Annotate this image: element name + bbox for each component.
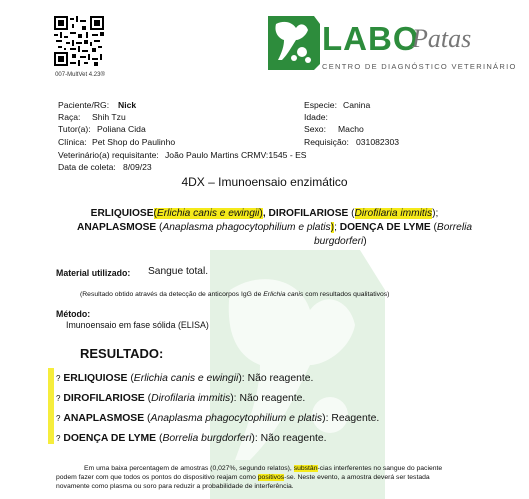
- result-row: ? ERLIQUIOSE (Erlichia canis e ewingii): Não reagente.: [56, 373, 314, 384]
- material-note: (Resultado obtido através da detecção de anticorpos IgG de Erlichia canis com resultados qualitativos): [80, 291, 390, 298]
- labo-patas-logo-icon: [262, 10, 322, 72]
- test-dirofilariose: DIROFILARIOSE: [268, 208, 349, 219]
- veterinario-label: Veterinário(a) requisitante:: [58, 150, 159, 160]
- requisicao-value: 031082303: [356, 137, 400, 147]
- material-label: Material utilizado:: [56, 268, 131, 278]
- veterinario-value: João Paulo Martins CRMV:1545 - ES: [165, 150, 307, 160]
- tests-line-3: burgdorferi): [314, 236, 367, 247]
- exam-title: 4DX – Imunoensaio enzimático: [181, 175, 348, 189]
- raca-value: Shih Tzu: [92, 112, 126, 122]
- especie-value: Canina: [343, 100, 371, 110]
- tutor-value: Poliana Cida: [97, 124, 146, 134]
- footer-line-2: podem fazer com que todos os pontos do dispositivo reajam como positivos-se. Neste evento, a amostra deverá ser testada: [56, 474, 430, 481]
- clinica-value: Pet Shop do Paulinho: [92, 137, 176, 147]
- footer-line-1: Em uma baixa percentagem de amostras (0,027%, segundo relatos), substân-cias interferentes no sangue do paciente: [84, 465, 443, 472]
- idade-label: Idade:: [304, 112, 328, 122]
- result-row: ? ANAPLASMOSE (Anaplasma phagocytophilium e platis): Reagente.: [56, 413, 380, 424]
- logo-patas-text: Patas: [412, 24, 472, 53]
- result-row: ? DIROFILARIOSE (Dirofilaria immitis): Não reagente.: [56, 393, 306, 404]
- raca-label: Raça:: [58, 112, 81, 122]
- test-anaplasmose-species: Anaplasma phagocytophilium e platis: [162, 222, 331, 233]
- sexo-value: Macho: [338, 124, 364, 134]
- tests-line-1: ERLIQUIOSE(Erlichia canis e ewingii), DIROFILARIOSE (Dirofilaria immitis);: [90, 208, 439, 219]
- data-coleta-label: Data de coleta:: [58, 162, 116, 172]
- test-lyme: DOENÇA DE LYME: [339, 222, 431, 233]
- tests-line-2: ANAPLASMOSE (Anaplasma phagocytophilium e platis); DOENÇA DE LYME (Borrelia: [76, 222, 473, 233]
- especie-label: Especie:: [304, 100, 337, 110]
- logo-labo-text: LABO: [322, 20, 420, 57]
- test-anaplasmose: ANAPLASMOSE: [76, 222, 157, 233]
- sexo-label: Sexo:: [304, 124, 326, 134]
- test-dirofilariose-species: Dirofilaria immitis: [354, 208, 433, 219]
- requisicao-label: Requisição:: [304, 137, 349, 147]
- tutor-label: Tutor(a):: [58, 124, 91, 134]
- watermark-logo-icon: [190, 230, 390, 499]
- data-coleta-value: 8/09/23: [123, 162, 152, 172]
- test-lyme-species: Borrelia: [436, 222, 473, 233]
- qr-code: [54, 16, 104, 66]
- material-value: Sangue total.: [148, 266, 209, 277]
- metodo-label: Método:: [56, 309, 91, 319]
- logo-subtitle: CENTRO DE DIAGNÓSTICO VETERINÁRIO: [322, 62, 517, 71]
- highlight-marker: [48, 368, 54, 444]
- test-erliquiose: ERLIQUIOSE: [90, 208, 154, 219]
- clinica-label: Clínica:: [58, 137, 87, 147]
- paciente-label: Paciente/RG:: [58, 100, 110, 110]
- resultado-title: RESULTADO:: [80, 346, 164, 361]
- metodo-value: Imunoensaio em fase sólida (ELISA): [66, 320, 209, 330]
- qr-caption: 007-MultVet 4.23®: [55, 72, 105, 78]
- footer-line-3: novamente como plasma ou soro para reduzir a probabilidade de interferência.: [56, 483, 294, 490]
- result-row: ? DOENÇA DE LYME (Borrelia burgdorferi): Não reagente.: [56, 433, 327, 444]
- test-erliquiose-species: (Erlichia canis e ewingii): [153, 208, 263, 219]
- paciente-value: Nick: [118, 100, 137, 110]
